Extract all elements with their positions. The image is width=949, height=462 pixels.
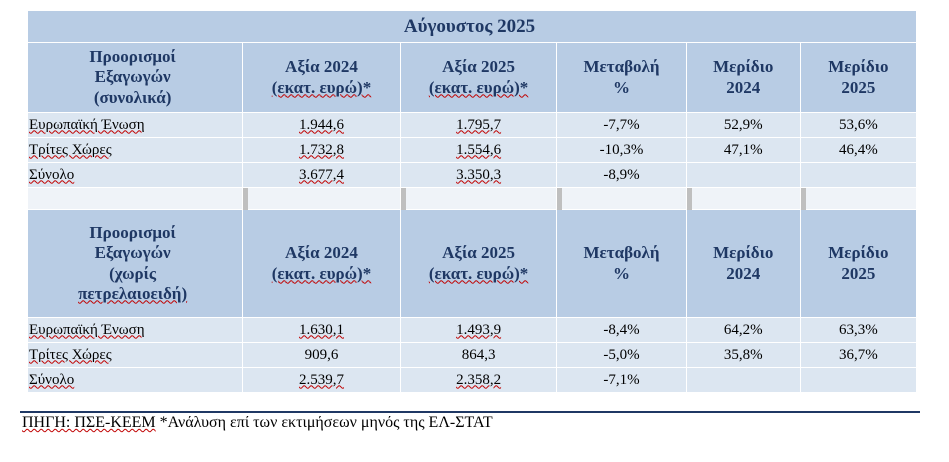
table1-row2-value-2024: 3.677,4 xyxy=(243,163,401,188)
table1-row2-value-2025: 3.350,3 xyxy=(400,163,557,188)
table2-header-value-2024-line2: (εκατ. ευρώ)* xyxy=(271,263,372,283)
table1-header-destinations-line2: Εξαγωγών xyxy=(94,67,171,87)
table1-header-share-2024-line2: 2024 xyxy=(726,77,761,97)
table1-row1-label: Τρίτες Χώρες xyxy=(23,138,243,163)
table-separator-row xyxy=(23,188,917,210)
table2-row0-value-2024: 1.630,1 xyxy=(243,318,401,343)
table2-row1-label: Τρίτες Χώρες xyxy=(23,343,243,368)
table2-header-share-2025-line1: Μερίδιο xyxy=(828,243,889,263)
table2-row0-value-2025: 1.493,9 xyxy=(400,318,557,343)
table2-row0-label: Ευρωπαϊκή Ένωση xyxy=(23,318,243,343)
table1-header-change-line2: % xyxy=(612,77,630,97)
table1-header-value-2024-line2: (εκατ. ευρώ)* xyxy=(271,77,372,97)
table1-row0-share-2024: 52,9% xyxy=(686,113,800,138)
table2-header-destinations-line3: (χωρίς xyxy=(109,263,157,283)
source-divider xyxy=(20,411,920,413)
table2-header-share-2024 xyxy=(686,210,800,318)
source-note-origin: ΠΗΓΗ: ΠΣΕ-ΚΕΕΜ xyxy=(22,414,156,431)
table1-row0-label: Ευρωπαϊκή Ένωση xyxy=(23,113,243,138)
table2-row2-share-2024 xyxy=(686,368,800,393)
table1-row1-change: -10,3% xyxy=(557,138,686,163)
table1-header-change xyxy=(557,43,686,113)
table1-header-share-2025 xyxy=(800,43,916,113)
document-title: Αύγουστος 2025 xyxy=(23,11,917,43)
table2-header-value-2024-line1: Αξία 2024 xyxy=(285,243,358,263)
table2-header-destinations-line2: Εξαγωγών xyxy=(94,243,171,263)
table1-row1-share-2025: 46,4% xyxy=(800,138,916,163)
table1-header-change-line1: Μεταβολή xyxy=(583,57,660,77)
table2-header-change-line2: % xyxy=(612,263,630,283)
table-row xyxy=(23,113,917,138)
table2-row2-change: -7,1% xyxy=(557,368,686,393)
table-row xyxy=(23,368,917,393)
table2-row2-value-2025: 2.358,2 xyxy=(400,368,557,393)
table2-header-value-2025 xyxy=(400,210,557,318)
table1-header-share-2024 xyxy=(686,43,800,113)
table2-header-destinations-line4: πετρελαιοειδή) xyxy=(78,283,188,303)
table1-row0-share-2025: 53,6% xyxy=(800,113,916,138)
table-row xyxy=(23,138,917,163)
table1-row0-value-2024: 1.944,6 xyxy=(243,113,401,138)
table2-row1-value-2025: 864,3 xyxy=(400,343,557,368)
table1-header-value-2024 xyxy=(243,43,401,113)
tables-container xyxy=(22,10,917,415)
source-note xyxy=(22,414,922,432)
table2-row1-value-2024: 909,6 xyxy=(243,343,401,368)
table2-header-share-2024-line1: Μερίδιο xyxy=(713,243,774,263)
table2-header-value-2025-line1: Αξία 2025 xyxy=(442,243,515,263)
table1-header-value-2025-line1: Αξία 2025 xyxy=(442,57,515,77)
table1-row1-value-2025: 1.554,6 xyxy=(400,138,557,163)
table1-row1-share-2024: 47,1% xyxy=(686,138,800,163)
table1-header-destinations-line3: (συνολικά) xyxy=(93,87,172,107)
table2-header-change xyxy=(557,210,686,318)
table2-header-share-2024-line2: 2024 xyxy=(726,263,761,283)
table2-header-share-2025 xyxy=(800,210,916,318)
separator-cell-b xyxy=(243,188,401,210)
table2-row1-share-2025: 36,7% xyxy=(800,343,916,368)
source-note-analysis: *Ανάλυση επί των εκτιμήσεων μηνός της ΕΛ-ΣΤΑΤ xyxy=(159,414,493,431)
table1-header-value-2025 xyxy=(400,43,557,113)
table2-row2-share-2025 xyxy=(800,368,916,393)
separator-cell-c xyxy=(400,188,557,210)
table2-header-change-line1: Μεταβολή xyxy=(583,243,660,263)
table2-header-value-2025-line2: (εκατ. ευρώ)* xyxy=(428,263,529,283)
separator-cell-d xyxy=(557,188,686,210)
separator-cell-e xyxy=(686,188,800,210)
table1-row0-value-2025: 1.795,7 xyxy=(400,113,557,138)
table2-row0-change: -8,4% xyxy=(557,318,686,343)
table1-row0-change: -7,7% xyxy=(557,113,686,138)
table1-row2-share-2024 xyxy=(686,163,800,188)
table2-header-destinations xyxy=(23,210,243,318)
table2-row2-value-2024: 2.539,7 xyxy=(243,368,401,393)
title-row xyxy=(23,11,917,43)
export-destinations-tables xyxy=(22,10,917,393)
separator-cell-a xyxy=(23,188,243,210)
table2-row2-label: Σύνολο xyxy=(23,368,243,393)
table1-header-row xyxy=(23,43,917,113)
table2-row1-change: -5,0% xyxy=(557,343,686,368)
table2-header-destinations-line1: Προορισμοί xyxy=(89,223,176,243)
table2-row0-share-2025: 63,3% xyxy=(800,318,916,343)
table2-header-share-2025-line2: 2025 xyxy=(841,263,876,283)
table1-header-share-2025-line2: 2025 xyxy=(841,77,876,97)
table1-header-destinations-line1: Προορισμοί xyxy=(89,47,176,67)
table1-row2-change: -8,9% xyxy=(557,163,686,188)
table2-row1-share-2024: 35,8% xyxy=(686,343,800,368)
table2-header-value-2024 xyxy=(243,210,401,318)
table1-row2-share-2025 xyxy=(800,163,916,188)
table2-header-row xyxy=(23,210,917,318)
table1-header-share-2025-line1: Μερίδιο xyxy=(828,57,889,77)
table-row xyxy=(23,163,917,188)
table2-row0-share-2024: 64,2% xyxy=(686,318,800,343)
table1-header-value-2025-line2: (εκατ. ευρώ)* xyxy=(428,77,529,97)
table1-header-destinations xyxy=(23,43,243,113)
separator-cell-f xyxy=(800,188,916,210)
table-row xyxy=(23,343,917,368)
table1-row1-value-2024: 1.732,8 xyxy=(243,138,401,163)
table-row xyxy=(23,318,917,343)
table1-header-share-2024-line1: Μερίδιο xyxy=(713,57,774,77)
left-margin-strip xyxy=(22,10,28,415)
table1-row2-label: Σύνολο xyxy=(23,163,243,188)
table1-header-value-2024-line1: Αξία 2024 xyxy=(285,57,358,77)
